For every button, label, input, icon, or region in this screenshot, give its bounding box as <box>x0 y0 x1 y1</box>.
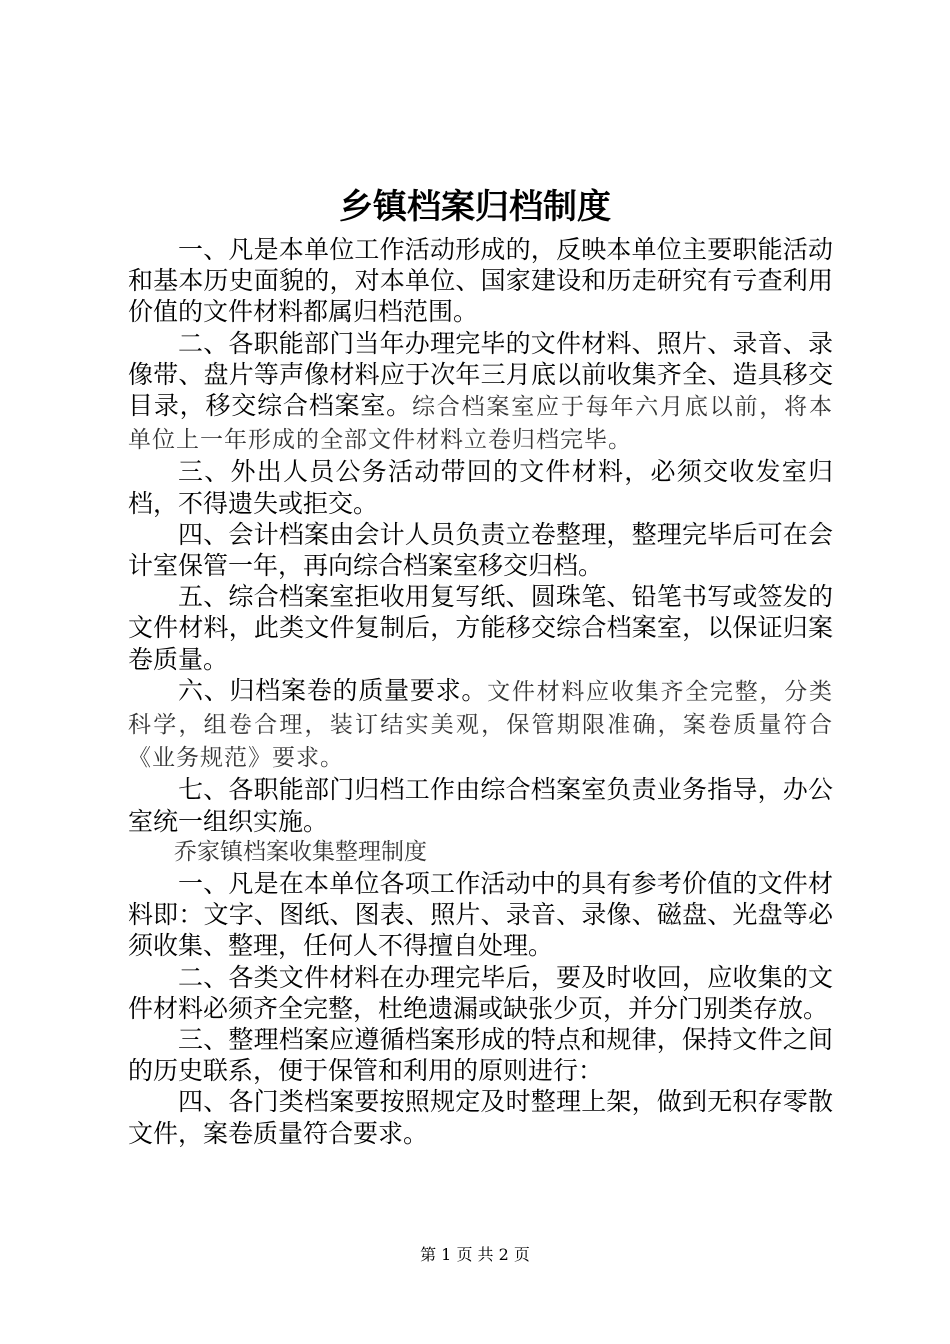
paragraph-3 <box>128 456 833 518</box>
paragraph-4 <box>128 519 833 581</box>
paragraph-7 <box>128 774 833 836</box>
paragraph-8 <box>128 868 833 962</box>
paragraph-2-text: 二、各职能部门当年办理完毕的文件材料、照片、录音、录像带、盘片等声像材料应于次年三月底以前收集齐全、造具移交目录，移交综合档案室。 <box>128 328 833 421</box>
paragraph-1-text: 一、凡是本单位工作活动形成的，反映本单位主要职能活动和基本历史面貌的，对本单位、国家建设和历走研究有亏查利用价值的文件材料都属归档范围。 <box>128 235 833 327</box>
paragraph-9-text: 二、各类文件材料在办理完毕后，要及时收回，应收集的文件材料必须齐全完整，杜绝遗漏或缺张少页，并分门别类存放。 <box>128 962 833 1023</box>
paragraph-1 <box>128 234 833 328</box>
document-body <box>128 234 833 1149</box>
document-title: 乡镇档案归档制度 <box>339 187 611 227</box>
paragraph-10-text: 三、整理档案应遵循档案形成的特点和规律，保持文件之间的历史联系，便于保管和利用的原则进行： <box>128 1025 833 1086</box>
paragraph-9 <box>128 962 833 1024</box>
paragraph-6-text: 六、归档案卷的质量要求。 <box>178 675 488 705</box>
paragraph-2 <box>128 328 833 457</box>
page-number-footer: 第 1 页 共 2 页 <box>420 1245 530 1264</box>
paragraph-6-note: 文件材料应收集齐全完整，分类科学，组卷合理，装订结实美观，保管期限准确，案卷质量符合《业务规范》要求。 <box>128 678 833 772</box>
paragraph-11 <box>128 1086 833 1148</box>
paragraph-2-note: 综合档案室应于每年六月底以前，将本单位上一年形成的全部文件材料立卷归档完毕。 <box>128 394 833 454</box>
paragraph-10 <box>128 1024 833 1086</box>
paragraph-4-text: 四、会计档案由会计人员负责立卷整理，整理完毕后可在会计室保管一年，再向综合档案室移交归档。 <box>128 519 833 581</box>
paragraph-3-text: 三、外出人员公务活动带回的文件材料，必须交收发室归档，不得遗失或拒交。 <box>128 457 833 518</box>
paragraph-8-text: 一、凡是在本单位各项工作活动中的具有参考价值的文件材料即：文字、图纸、图表、照片、录音、录像、磁盘、光盘等必须收集、整理，任何人不得擅自处理。 <box>128 869 833 961</box>
paragraph-7-text: 七、各职能部门归档工作由综合档案室负责业务指导，办公室统一组织实施。 <box>128 775 833 836</box>
paragraph-5 <box>128 581 833 675</box>
paragraph-5-text: 五、综合档案室拒收用复写纸、圆珠笔、铅笔书写或签发的文件材料，此类文件复制后，方能移交综合档案室，以保证归案卷质量。 <box>128 582 833 674</box>
paragraph-11-text: 四、各门类档案要按照规定及时整理上架，做到无积存零散文件，案卷质量符合要求。 <box>128 1087 833 1148</box>
section-subtitle: 乔家镇档案收集整理制度 <box>174 838 427 865</box>
paragraph-6 <box>128 675 833 775</box>
